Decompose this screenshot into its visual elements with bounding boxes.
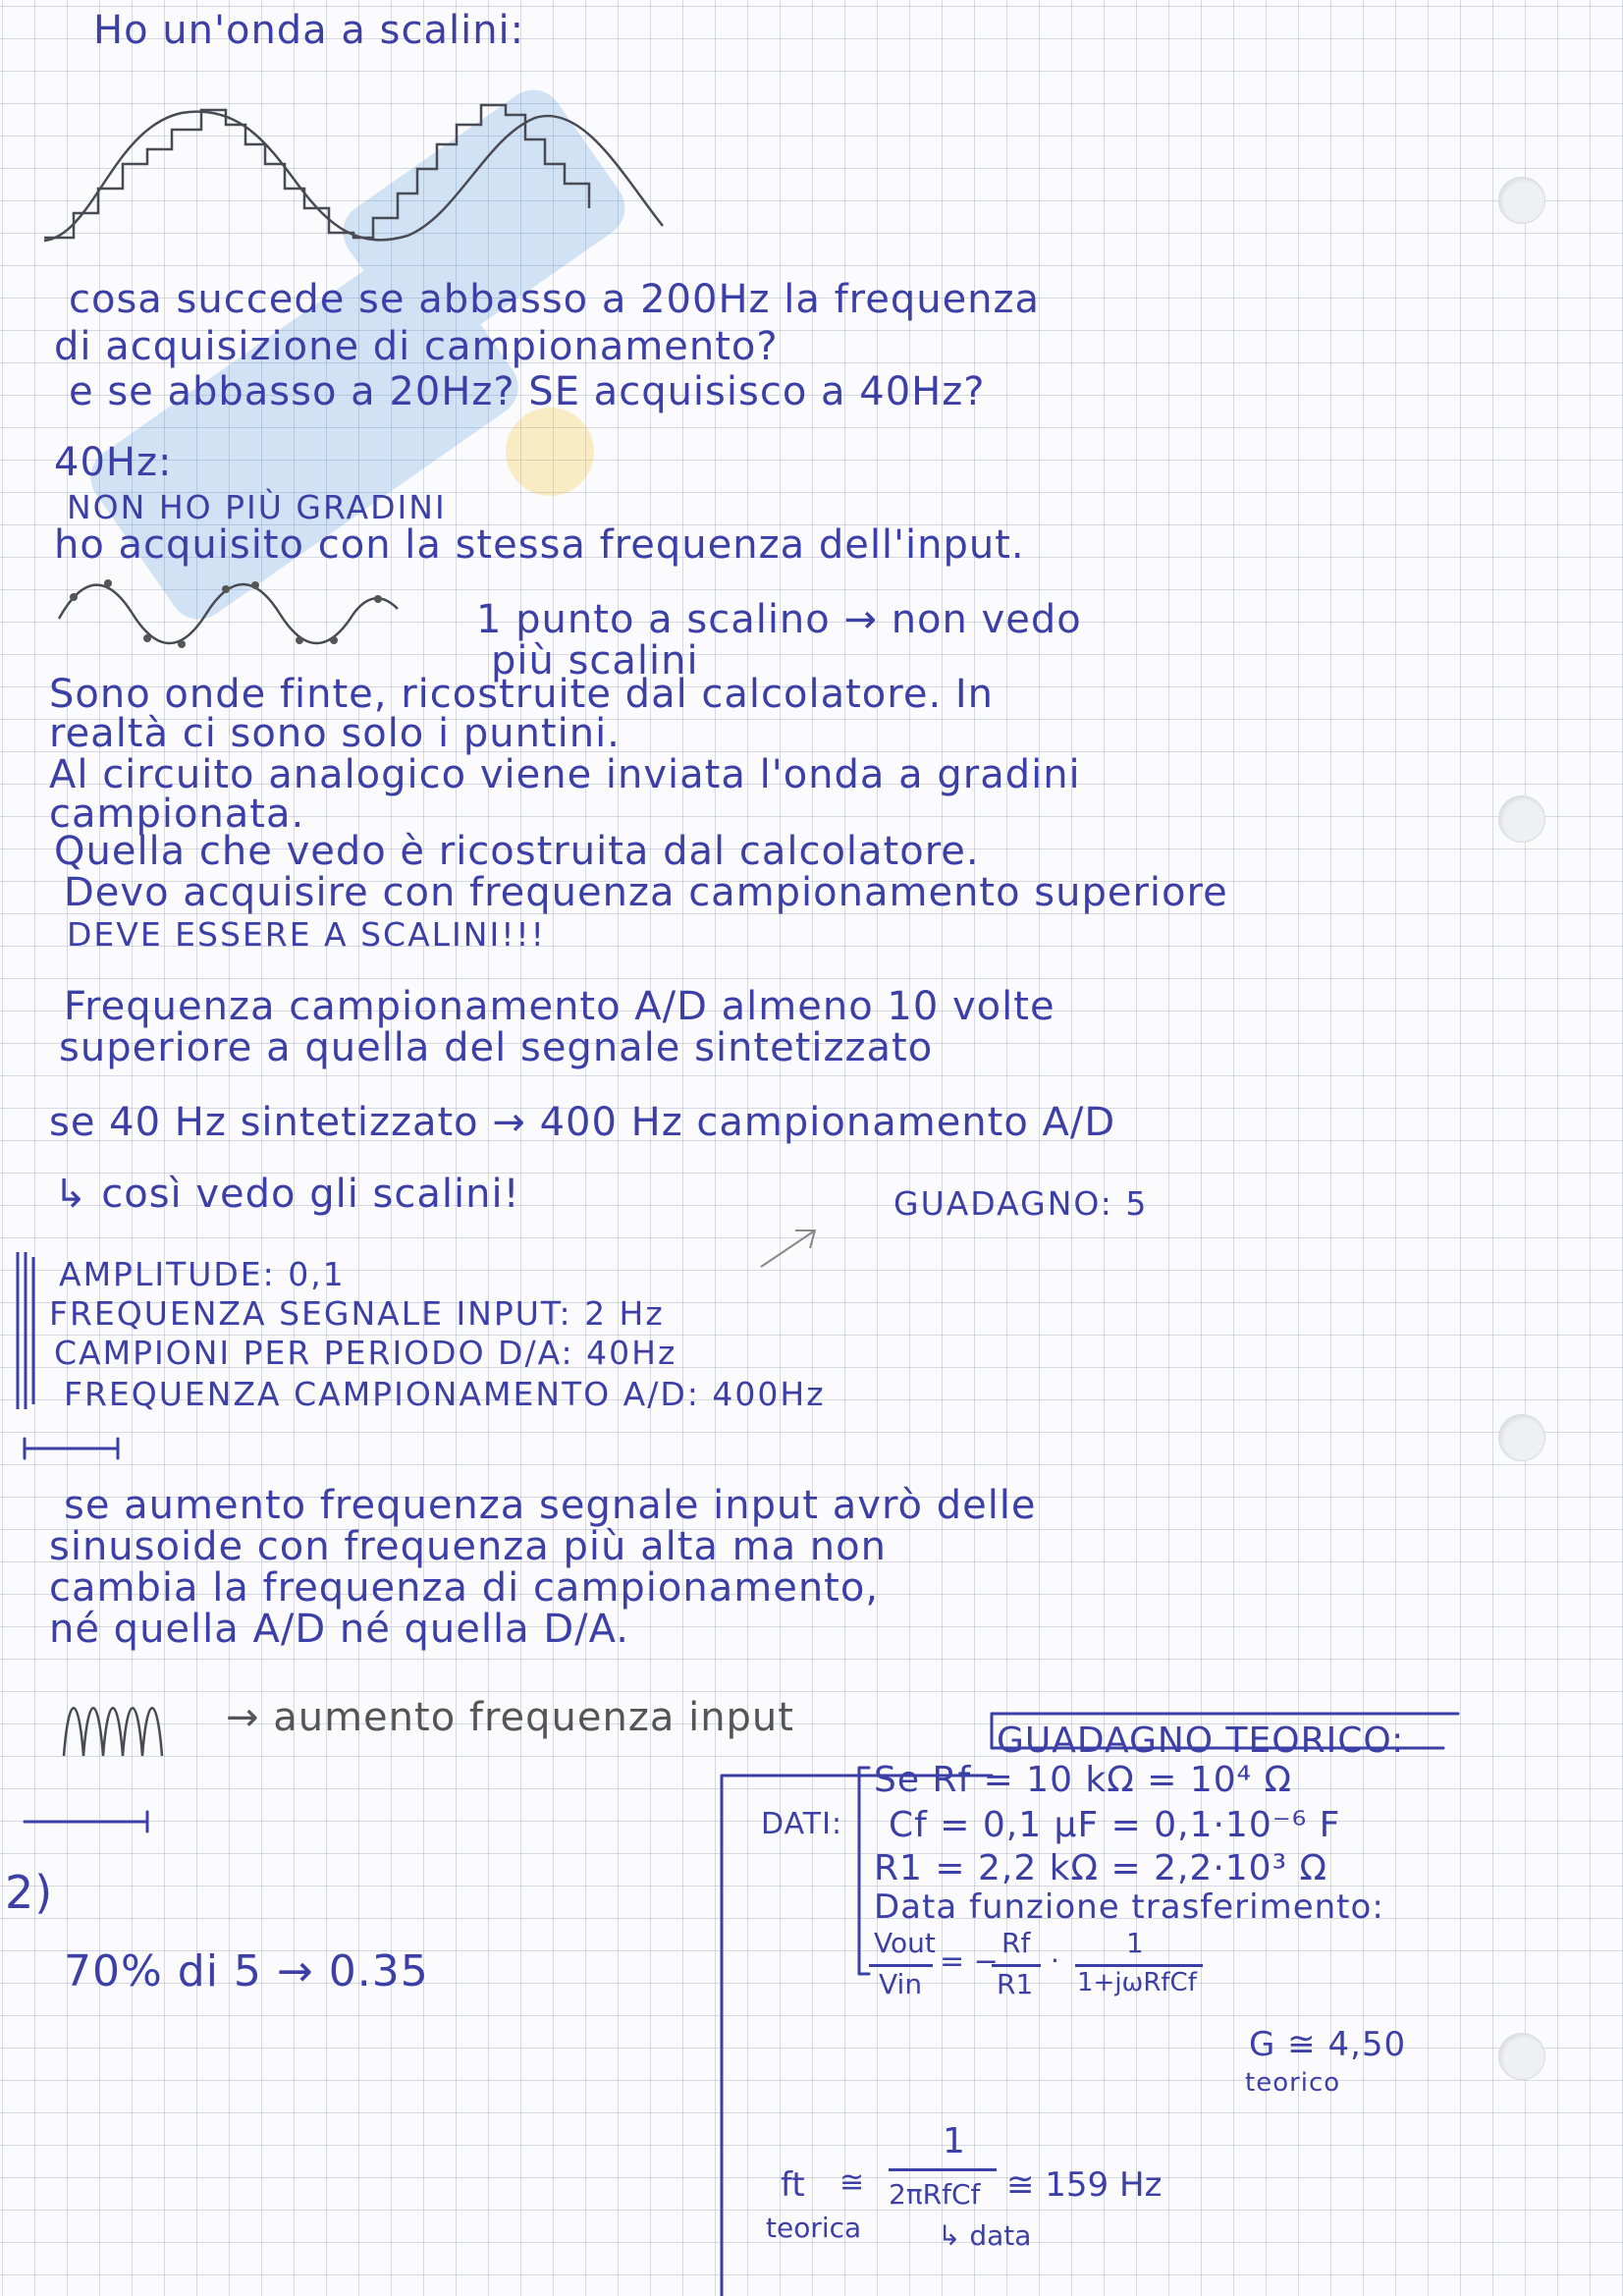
binder-hole-middle-lower <box>1498 1414 1545 1461</box>
param-ad-frequency: FREQUENZA CAMPIONAMENTO A/D: 400Hz <box>64 1375 826 1413</box>
question-line-1: cosa succede se abbasso a 200Hz la frequenza <box>69 277 1041 322</box>
page-heading: Ho un'onda a scalini: <box>93 8 525 53</box>
explanation-line-5: Quella che vedo è ricostruita dal calcolatore. <box>54 829 980 874</box>
ft-numerator: 1 <box>943 2121 965 2161</box>
item-number: 2) <box>5 1866 54 1919</box>
gain-label: GUADAGNO: 5 <box>893 1184 1149 1223</box>
question-line-2: di acquisizione di campionamento? <box>54 324 779 369</box>
ft-sub: teorica <box>766 2212 862 2244</box>
formula-fraction-bar-2 <box>992 1964 1041 1967</box>
dotted-sine-sketch <box>54 570 407 658</box>
param-input-frequency: FREQUENZA SEGNALE INPUT: 2 Hz <box>49 1294 665 1333</box>
increase-line-1: se aumento frequenza segnale input avrò delle <box>64 1483 1037 1528</box>
explanation-line-4: campionata. <box>49 792 305 837</box>
separator-mark-1 <box>20 1434 128 1463</box>
ft-note: ↳ data <box>938 2219 1032 2252</box>
theory-line-2: Cf = 0,1 µF = 0,1·10⁻⁶ F <box>889 1805 1341 1845</box>
dati-label: DATI: <box>761 1807 843 1841</box>
theory-line-3: R1 = 2,2 kΩ = 2,2·10³ Ω <box>874 1848 1327 1888</box>
g-value: G ≅ 4,50 <box>1249 2025 1407 2064</box>
dot-note-1: 1 punto a scalino → non vedo <box>476 597 1082 642</box>
formula-denominator: 1+jωRfCf <box>1077 1968 1197 1997</box>
ft-fraction-bar <box>889 2168 997 2171</box>
formula-times: · <box>1051 1944 1059 1977</box>
explanation-line-6: Devo acquisire con frequenza campionamento superiore <box>64 870 1228 915</box>
param-da-samples: CAMPIONI PER PERIODO D/A: 40Hz <box>54 1334 677 1372</box>
section-40hz-line-1: NON HO PIÙ GRADINI <box>67 488 447 526</box>
param-amplitude: AMPLITUDE: 0,1 <box>59 1255 346 1293</box>
section-40hz-line-2: ho acquisito con la stessa frequenza dell'input. <box>54 522 1025 568</box>
example-note: ↳ così vedo gli scalini! <box>54 1172 520 1217</box>
transfer-function <box>869 1927 1262 2005</box>
section-40hz-title: 40Hz: <box>54 440 173 485</box>
theory-title: GUADAGNO TEORICO: <box>997 1721 1405 1761</box>
binder-hole-top <box>1498 177 1545 224</box>
rule-line-1: Frequenza campionamento A/D almeno 10 volte <box>64 984 1055 1029</box>
fast-sine-sketch <box>59 1687 216 1766</box>
arrow-up-right-icon <box>756 1223 825 1272</box>
explanation-line-7: DEVE ESSERE A SCALINI!!! <box>67 915 546 954</box>
formula-vin: Vin <box>879 1968 923 2000</box>
formula-vout: Vout <box>874 1927 936 1959</box>
binder-hole-middle-upper <box>1498 795 1545 843</box>
ft-label: ft <box>781 2165 805 2205</box>
explanation-line-3: Al circuito analogico viene inviata l'onda a gradini <box>49 752 1081 797</box>
formula-rf: Rf <box>1001 1927 1031 1959</box>
formula-r1: R1 <box>997 1968 1034 2000</box>
increase-line-3: cambia la frequenza di campionamento, <box>49 1565 880 1611</box>
formula-one: 1 <box>1126 1927 1144 1959</box>
explanation-line-1: Sono onde finte, ricostruite dal calcolatore. In <box>49 672 995 717</box>
formula-fraction-bar-3 <box>1075 1964 1203 1967</box>
explanation-line-2: realtà ci sono solo i puntini. <box>49 711 621 756</box>
example-line: se 40 Hz sintetizzato → 400 Hz campionamento A/D <box>49 1100 1116 1145</box>
percent-line: 70% di 5 → 0.35 <box>64 1946 429 1996</box>
separator-mark-2 <box>20 1807 157 1836</box>
stepped-wave-sketch <box>34 69 722 265</box>
increase-note: → aumento frequenza input <box>226 1695 794 1740</box>
margin-bars <box>10 1247 49 1414</box>
theory-line-4: Data funzione trasferimento: <box>874 1887 1384 1927</box>
increase-line-2: sinusoide con frequenza più alta ma non <box>49 1524 887 1569</box>
dot-note-2: più scalini <box>491 638 699 683</box>
formula-equals: = − <box>940 1944 999 1979</box>
formula-fraction-bar-1 <box>869 1964 933 1967</box>
cutoff-frequency <box>766 2121 1257 2269</box>
theory-line-1: Se Rf = 10 kΩ = 10⁴ Ω <box>874 1760 1293 1800</box>
binder-hole-bottom <box>1498 2033 1545 2080</box>
increase-line-4: né quella A/D né quella D/A. <box>49 1607 629 1652</box>
ft-denominator: 2πRfCf <box>889 2178 981 2211</box>
rule-line-2: superiore a quella del segnale sintetizzato <box>59 1025 934 1070</box>
ft-approx: ≅ <box>839 2165 865 2200</box>
question-line-3: e se abbasso a 20Hz? SE acquisisco a 40Hz? <box>69 369 986 414</box>
g-label: teorico <box>1245 2068 1341 2098</box>
ft-value: ≅ 159 Hz <box>1006 2165 1163 2205</box>
